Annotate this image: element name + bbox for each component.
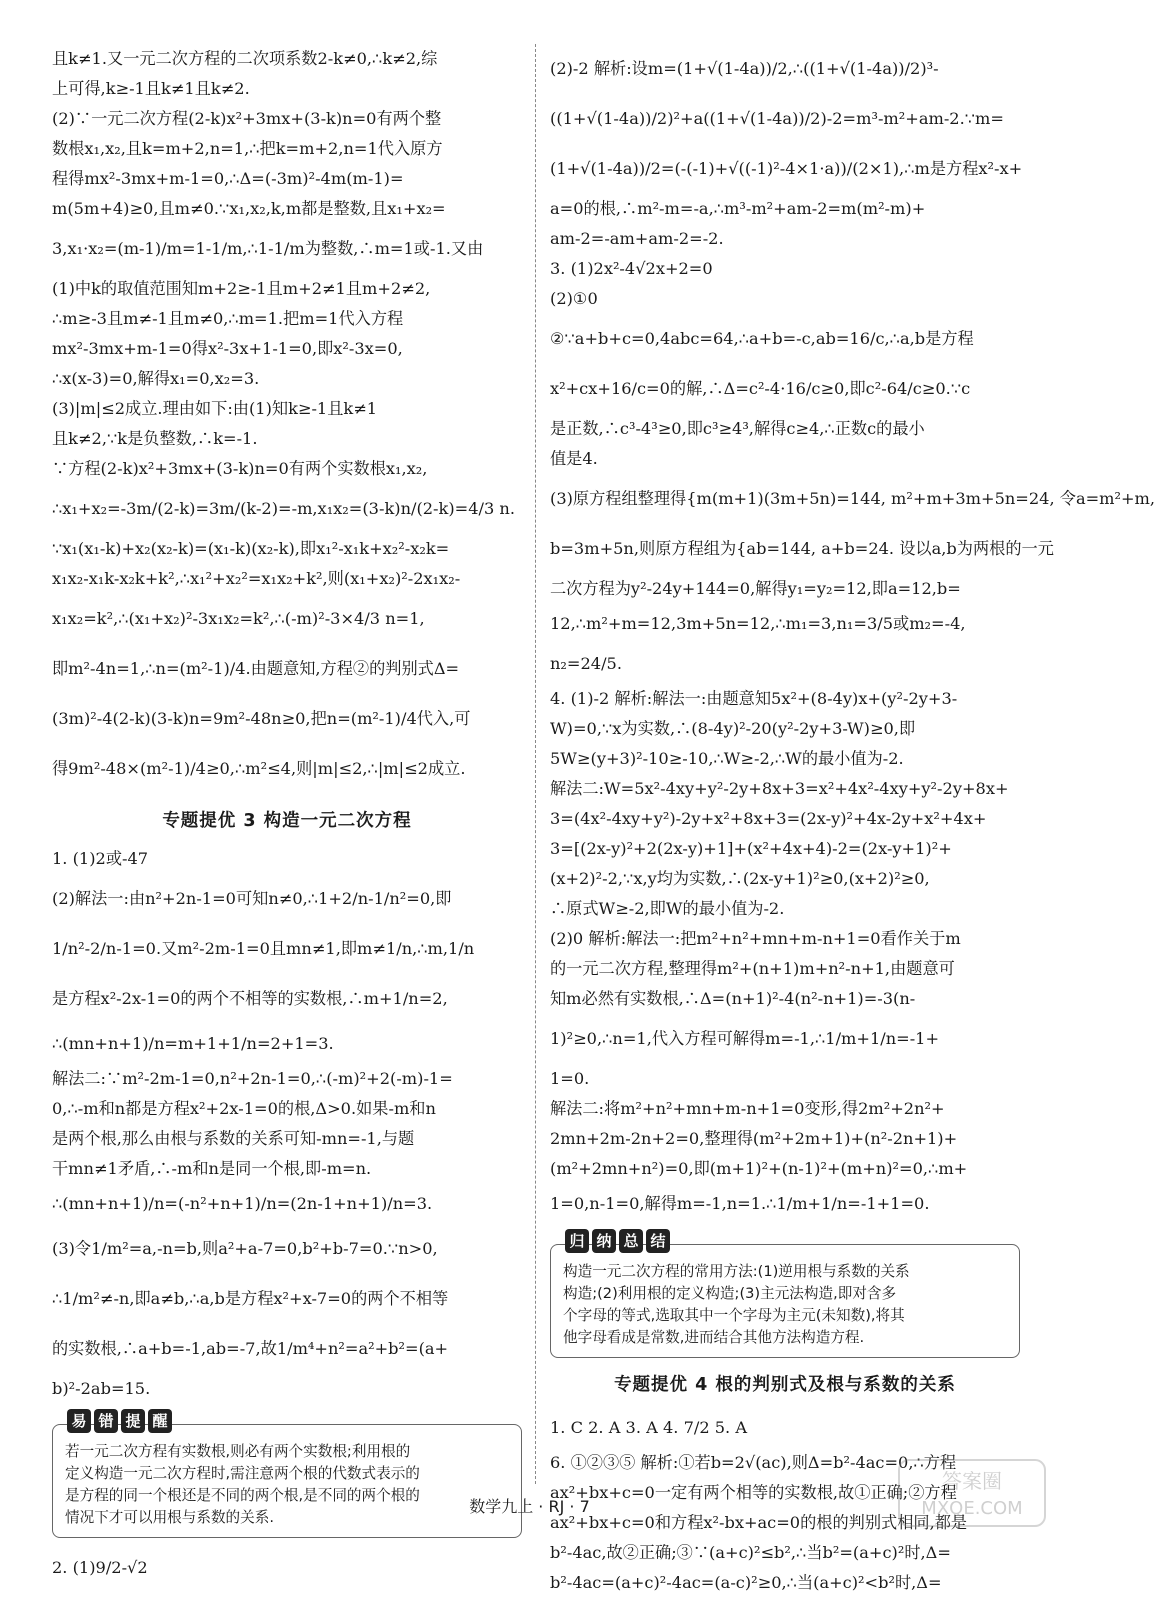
text-line: 3. (1)2x²-4√2x+2=0: [550, 259, 713, 278]
text-line: ∴x(x-3)=0,解得x₁=0,x₂=3.: [52, 369, 260, 388]
tip-line: 若一元二次方程有实数根,则必有两个实数根;利用根的: [65, 1443, 411, 1460]
text-line: b)²-2ab=15.: [52, 1379, 151, 1398]
text-line: 5W≥(y+3)²-10≥-10,∴W≥-2,∴W的最小值为-2.: [550, 749, 904, 768]
right-text-block-a: [550, 44, 1155, 1224]
column-divider: [535, 44, 536, 1484]
error-tip-box: [52, 1412, 522, 1538]
text-line: mx²-3mx+m-1=0得x²-3x+1-1=0,即x²-3x=0,: [52, 339, 403, 358]
tag-char: 归: [565, 1229, 589, 1253]
text-line: ∴原式W≥-2,即W的最小值为-2.: [550, 899, 785, 918]
text-line: ∴x₁+x₂=-3m/(2-k)=3m/(k-2)=-m,x₁x₂=(3-k)n/(2-k)=4/3 n.: [52, 499, 515, 518]
text-line: 是正数,∴c³-4³≥0,即c³≥4³,解得c≥4,∴正数c的最小: [550, 419, 925, 438]
tag-char: 醒: [148, 1409, 172, 1433]
left-column: [52, 44, 522, 1588]
text-line: W)=0,∵x为实数,∴(8-4y)²-20(y²-2y+3-W)≥0,即: [550, 719, 916, 738]
summary-line: 个字母的等式,选取其中一个字母为主元(未知数),将其: [563, 1307, 905, 1324]
text-line: 1. (1)2或-47: [52, 849, 149, 868]
svg-text:答案圈: 答案圈: [942, 1469, 1002, 1493]
text-line: (1)中k的取值范围知m+2≥-1且m+2≠1且m+2≠2,: [52, 279, 431, 298]
text-line: (3)令1/m²=a,-n=b,则a²+a-7=0,b²+b-7=0.∵n>0,: [52, 1239, 438, 1258]
tip-line: 是方程的同一个根还是不同的两个根,是不同的两个根的: [65, 1487, 420, 1504]
section-heading-4: 专题提优 4 根的判别式及根与系数的关系: [614, 1375, 956, 1395]
text-line: x₁x₂-x₁k-x₂k+k²,∴x₁²+x₂²=x₁x₂+k²,则(x₁+x₂)²-2x₁x₂-: [52, 569, 461, 588]
text-line: ∵方程(2-k)x²+3mx+(3-k)n=0有两个实数根x₁,x₂,: [52, 459, 428, 478]
left-text-block-b: [52, 844, 522, 1404]
text-line: 的实数根,∴a+b=-1,ab=-7,故1/m⁴+n²=a²+b²=(a+: [52, 1339, 449, 1358]
text-line: ②∵a+b+c=0,4abc=64,∴a+b=-c,ab=16/c,∴a,b是方程: [550, 329, 974, 348]
section-heading-3: 专题提优 3 构造一元二次方程: [162, 811, 412, 831]
right-column: [550, 44, 1155, 1598]
text-line: 1. C 2. A 3. A 4. 7/2 5. A: [550, 1418, 748, 1437]
summary-box: [550, 1232, 1020, 1358]
text-line: 12,∴m²+m=12,3m+5n=12,∴m₁=3,n₁=3/5或m₂=-4,: [550, 614, 966, 633]
text-line: (3m)²-4(2-k)(3-k)n=9m²-48n≥0,把n=(m²-1)/4代入,可: [52, 709, 471, 728]
text-line: 数根x₁,x₂,且k=m+2,n=1,∴把k=m+2,n=1代入原方: [52, 139, 443, 158]
summary-line: 构造;(2)利用根的定义构造;(3)主元法构造,即对含多: [563, 1285, 897, 1302]
tag-char: 总: [619, 1229, 643, 1253]
text-line: am-2=-am+am-2=-2.: [550, 229, 724, 248]
summary-line: 他字母看成是常数,进而结合其他方法构造方程.: [563, 1329, 865, 1346]
text-line: (3)原方程组整理得{m(m+1)(3m+5n)=144, m²+m+3m+5n=24, 令a=m²+m,: [550, 489, 1155, 508]
text-line: (2)0 解析:解法一:把m²+n²+mn+m-n+1=0看作关于m: [550, 929, 961, 948]
tip-line: 定义构造一元二次方程时,需注意两个根的代数式表示的: [65, 1465, 420, 1482]
text-line: 的一元二次方程,整理得m²+(n+1)m+n²-n+1,由题意可: [550, 959, 955, 978]
text-line: 1=0,n-1=0,解得m=-1,n=1.∴1/m+1/n=-1+1=0.: [550, 1194, 930, 1213]
text-line: ∴(mn+n+1)/n=m+1+1/n=2+1=3.: [52, 1034, 334, 1053]
text-line: (2)解法一:由n²+2n-1=0可知n≠0,∴1+2/n-1/n²=0,即: [52, 889, 452, 908]
text-line: 且k≠2,∵k是负整数,∴k=-1.: [52, 429, 258, 448]
text-line: 解法二:W=5x²-4xy+y²-2y+8x+3=x²+4x²-4xy+y²-2y+8x+: [550, 779, 1009, 798]
text-line: (2)∵一元二次方程(2-k)x²+3mx+(3-k)n=0有两个整: [52, 109, 442, 128]
tag-char: 提: [121, 1409, 145, 1433]
text-line: ∴(mn+n+1)/n=(-n²+n+1)/n=(2n-1+n+1)/n=3.: [52, 1194, 433, 1213]
text-line: 程得mx²-3mx+m-1=0,∴Δ=(-3m)²-4m(m-1)=: [52, 169, 404, 188]
text-line: 6. ①②③⑤ 解析:①若b=2√(ac),则Δ=b²-4ac=0,∴方程: [550, 1453, 957, 1472]
text-line: b=3m+5n,则原方程组为{ab=144, a+b=24. 设以a,b为两根的一元: [550, 539, 1054, 558]
page-footer: 数学九上 · RJ · 7: [469, 1497, 590, 1516]
watermark-logo: [897, 1458, 1047, 1528]
text-line: (2)①0: [550, 289, 598, 308]
left-text-block-a: [52, 44, 522, 794]
summary-tag: [565, 1229, 670, 1253]
text-line: 解法二:将m²+n²+mn+m-n+1=0变形,得2m²+2n²+: [550, 1099, 945, 1118]
summary-line: 构造一元二次方程的常用方法:(1)逆用根与系数的关系: [563, 1263, 910, 1280]
tag-char: 易: [67, 1409, 91, 1433]
text-line: 1)²≥0,∴n=1,代入方程可解得m=-1,∴1/m+1/n=-1+: [550, 1029, 940, 1048]
text-line: (1+√(1-4a))/2=(-(-1)+√((-1)²-4×1·a))/(2×1),∴m是方程x²-x+: [550, 159, 1023, 178]
text-line: ∴m≥-3且m≠-1且m≠0,∴m=1.把m=1代入方程: [52, 309, 404, 328]
text-line: 2. (1)9/2-√2: [52, 1558, 148, 1577]
text-line: (3)|m|≤2成立.理由如下:由(1)知k≥-1且k≠1: [52, 399, 378, 418]
text-line: 是方程x²-2x-1=0的两个不相等的实数根,∴m+1/n=2,: [52, 989, 448, 1008]
text-line: 上可得,k≥-1且k≠1且k≠2.: [52, 79, 250, 98]
text-line: x₁x₂=k²,∴(x₁+x₂)²-3x₁x₂=k²,∴(-m)²-3×4/3 n=1,: [52, 609, 425, 628]
text-line: n₂=24/5.: [550, 654, 622, 673]
tag-char: 结: [646, 1229, 670, 1253]
text-line: x²+cx+16/c=0的解,∴Δ=c²-4·16/c≥0,即c²-64/c≥0.∵c: [550, 379, 971, 398]
text-line: 1=0.: [550, 1069, 590, 1088]
text-line: 得9m²-48×(m²-1)/4≥0,∴m²≤4,则|m|≤2,∴|m|≤2成立.: [52, 759, 466, 778]
text-line: ((1+√(1-4a))/2)²+a((1+√(1-4a))/2)-2=m³-m²+am-2.∵m=: [550, 109, 1004, 128]
text-line: 解法二:∵m²-2m-1=0,n²+2n-1=0,∴(-m)²+2(-m)-1=: [52, 1069, 453, 1088]
text-line: 是两个根,那么由根与系数的关系可知-mn=-1,与题: [52, 1129, 415, 1148]
text-line: 1/n²-2/n-1=0.又m²-2m-1=0且mn≠1,即m≠1/n,∴m,1/n: [52, 939, 475, 958]
text-line: (x+2)²-2,∵x,y均为实数,∴(2x-y+1)²≥0,(x+2)²≥0,: [550, 869, 930, 888]
text-line: 知m必然有实数根,∴Δ=(n+1)²-4(n²-n+1)=-3(n-: [550, 989, 916, 1008]
text-line: ∵x₁(x₁-k)+x₂(x₂-k)=(x₁-k)(x₂-k),即x₁²-x₁k+x₂²-x₂k=: [52, 539, 450, 558]
text-line: 3=(4x²-4xy+y²)-2y+x²+8x+3=(2x-y)²+4x-2y+x²+4x+: [550, 809, 987, 828]
text-line: 且k≠1.又一元二次方程的二次项系数2-k≠0,∴k≠2,综: [52, 49, 438, 68]
tag-char: 纳: [592, 1229, 616, 1253]
tip-line: 情况下才可以用根与系数的关系.: [65, 1509, 274, 1526]
text-line: 3,x₁·x₂=(m-1)/m=1-1/m,∴1-1/m为整数,∴m=1或-1.又由: [52, 239, 484, 258]
text-line: a=0的根,∴m²-m=-a,∴m³-m²+am-2=m(m²-m)+: [550, 199, 926, 218]
text-line: m(5m+4)≥0,且m≠0.∵x₁,x₂,k,m都是整数,且x₁+x₂=: [52, 199, 446, 218]
text-line: b²-4ac=(a+c)²-4ac=(a-c)²≥0,∴当(a+c)²<b²时,Δ=: [550, 1573, 942, 1592]
text-line: ax²+bx+c=0一定有两个相等的实数根,故①正确;②方程: [550, 1483, 957, 1502]
text-line: 3=[(2x-y)²+2(2x-y)+1]+(x²+4x+4)-2=(2x-y+1)²+: [550, 839, 952, 858]
text-line: 二次方程为y²-24y+144=0,解得y₁=y₂=12,即a=12,b=: [550, 579, 961, 598]
text-line: (m²+2mn+n²)=0,即(m+1)²+(n-1)²+(m+n)²=0,∴m+: [550, 1159, 968, 1178]
text-line: 值是4.: [550, 449, 598, 468]
svg-text:MXQE.COM: MXQE.COM: [921, 1498, 1023, 1519]
error-tip-tag: [67, 1409, 172, 1433]
text-line: 干mn≠1矛盾,∴-m和n是同一个根,即-m=n.: [52, 1159, 372, 1178]
text-line: ∴1/m²≠-n,即a≠b,∴a,b是方程x²+x-7=0的两个不相等: [52, 1289, 449, 1308]
text-line: 4. (1)-2 解析:解法一:由题意知5x²+(8-4y)x+(y²-2y+3-: [550, 689, 958, 708]
text-line: 0,∴-m和n都是方程x²+2x-1=0的根,Δ>0.如果-m和n: [52, 1099, 436, 1118]
text-line: b²-4ac,故②正确;③∵(a+c)²≤b²,∴当b²=(a+c)²时,Δ=: [550, 1543, 951, 1562]
text-line: 即m²-4n=1,∴n=(m²-1)/4.由题意知,方程②的判别式Δ=: [52, 659, 460, 678]
text-line: 2mn+2m-2n+2=0,整理得(m²+2m+1)+(n²-2n+1)+: [550, 1129, 958, 1148]
text-line: (2)-2 解析:设m=(1+√(1-4a))/2,∴((1+√(1-4a))/2)³-: [550, 59, 939, 78]
text-line: ax²+bx+c=0和方程x²-bx+ac=0的根的判别式相同,都是: [550, 1513, 968, 1532]
tag-char: 错: [94, 1409, 118, 1433]
